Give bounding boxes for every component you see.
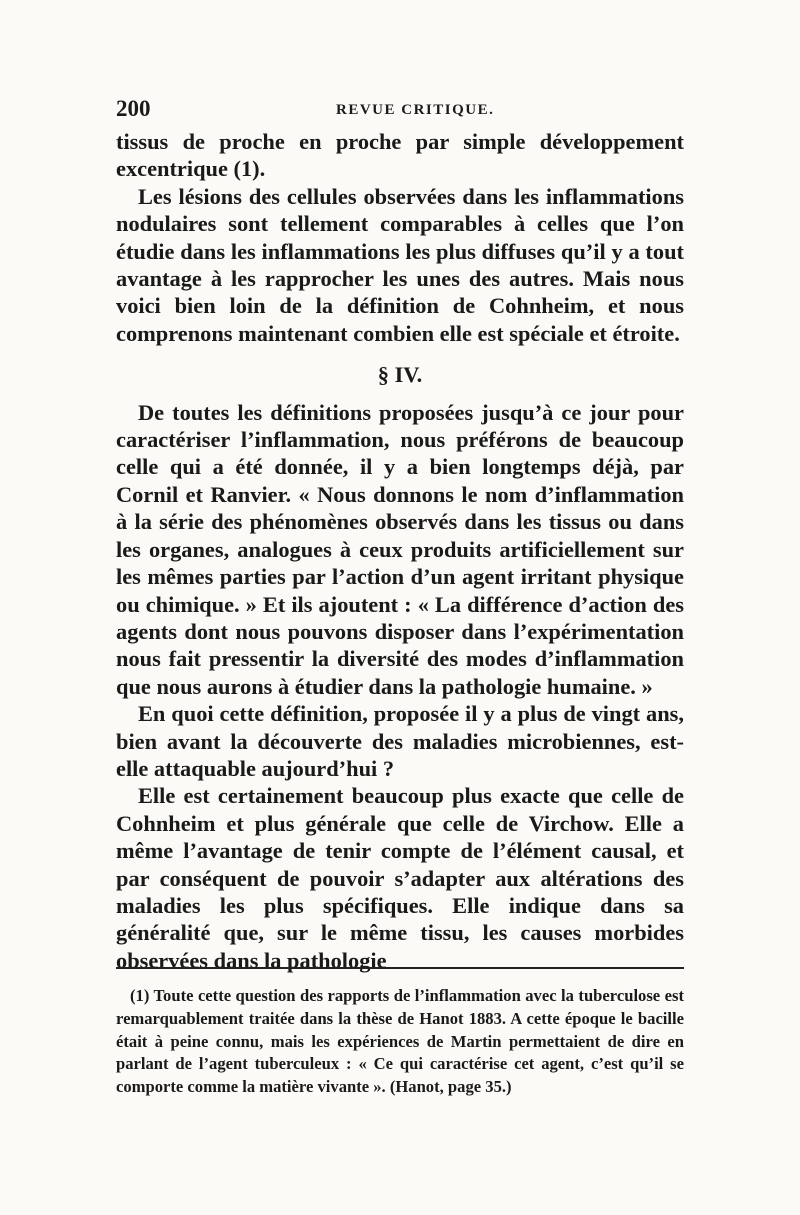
running-head: REVUE CRITIQUE.	[336, 102, 495, 118]
footnote-divider	[116, 967, 684, 969]
paragraph-definitions: De toutes les définitions proposées jusqu’à ce jour pour caractériser l’inflammation, nous préférons de beaucoup celle qui a été donnée, il y a bien longtemps déjà, par Cornil et Ranvier. « Nous donnons le nom d’inflammation à la série des phénomènes observés dans les tissus ou dans les organes, analogues à ceux produits artificiellement sur les mêmes parties par l’action d’un agent irritant physique ou chimique. » Et ils ajoutent : « La différence d’action des agents dont nous pouvons disposer dans l’expérimentation nous fait pressentir la diversité des modes d’inflammation que nous aurons à étudier dans la pathologie humaine. »	[116, 399, 684, 699]
body-text	[116, 128, 684, 974]
page-header	[116, 96, 684, 126]
paragraph-continuation: tissus de proche en proche par simple développement excentrique (1).	[116, 129, 684, 182]
paragraph-answer: Elle est certainement beaucoup plus exacte que celle de Cohnheim et plus générale que celle de Virchow. Elle a même l’avantage de tenir compte de l’élément causal, et par conséquent de pouvoir s’adapter aux altérations des maladies les plus spécifiques. Elle indique dans sa généralité que, sur le même tissu, les causes morbides observées dans la pathologie	[116, 783, 684, 973]
paragraph-question: En quoi cette définition, proposée il y a plus de vingt ans, bien avant la découverte des maladies microbiennes, est-elle attaquable aujourd’hui ?	[116, 701, 684, 781]
section-heading: § IV.	[377, 362, 423, 388]
page-number: 200	[116, 96, 151, 121]
paragraph-lesions: Les lésions des cellules observées dans les inflammations nodulaires sont tellement comparables à celles que l’on étudie dans les inflammations les plus diffuses qu’il y a tout avantage à les rapprocher les unes des autres. Mais nous voici bien loin de la définition de Cohnheim, et nous comprenons maintenant combien elle est spéciale et étroite.	[116, 183, 684, 346]
footnote: (1) Toute cette question des rapports de l’inflammation avec la tuberculose est remarquablement traitée dans la thèse de Hanot 1883. A cette époque le bacille était à peine connu, mais les expériences de Martin permettaient de dire en parlant de l’agent tuberculeux : « Ce qui caractérise cet agent, c’est qu’il se comporte comme la matière vivante ». (Hanot, page 35.)	[116, 986, 684, 1097]
